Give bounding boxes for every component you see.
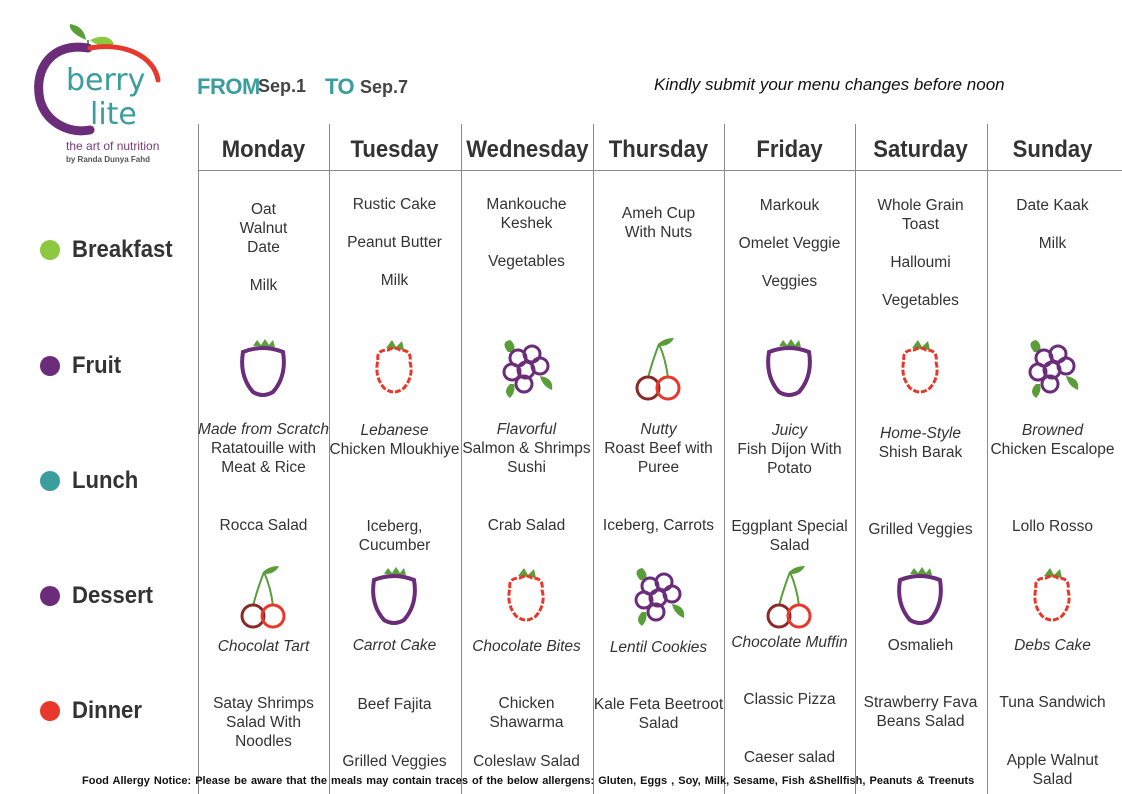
row-dot-dessert <box>40 586 60 606</box>
allergy-notice: Food Allergy Notice: Please be aware that the meals may contain traces of the below allergens: Gluten, Eggs , Soy, Milk, Sesame, Fish &Shellfish, Peanuts & Treenuts <box>82 775 975 787</box>
row-label-text: Fruit <box>72 352 122 379</box>
cell-line: Oat <box>251 201 276 218</box>
logo-tagline <box>66 140 159 166</box>
cell-line: Halloumi <box>890 254 951 271</box>
header-divider <box>198 170 1122 171</box>
row-label-dessert <box>40 582 160 610</box>
lunch-description: Juicy <box>771 422 808 439</box>
row-label-fruit <box>40 352 125 380</box>
row-dot-dinner <box>40 701 60 721</box>
day-header-saturday: Saturday <box>873 136 968 163</box>
cherries-icon <box>233 564 293 630</box>
lunch-description: Home-Style <box>880 425 961 442</box>
breakfast-cell <box>198 200 329 295</box>
cell-line: Toast <box>901 216 940 233</box>
row-label-text: Dessert <box>72 582 154 609</box>
lunch-main: Roast Beef with Puree <box>604 440 713 476</box>
grapes-icon <box>496 336 556 402</box>
dinner-cell: Satay Shrimps Salad With Noodles <box>213 695 314 750</box>
line-gap <box>329 252 460 271</box>
dinner-cell: Beef Fajita <box>357 696 432 713</box>
from-date: Sep.1 <box>258 76 307 96</box>
from-label: FROM <box>197 74 260 99</box>
cell-line: Milk <box>380 272 409 289</box>
dessert-cell: Debs Cake <box>1014 637 1091 654</box>
dinner-cell: Classic Pizza <box>743 691 836 708</box>
row-dot-breakfast <box>40 240 60 260</box>
cherries-icon <box>628 336 688 402</box>
lunch-side: Lollo Rosso <box>1012 518 1093 535</box>
cell-line: Keshek <box>500 215 553 232</box>
lunch-cell <box>198 420 329 477</box>
breakfast-cell <box>329 195 460 290</box>
dinner-side: Coleslaw Salad <box>473 753 580 770</box>
line-gap <box>724 253 855 272</box>
day-header-thursday: Thursday <box>608 136 709 163</box>
to-date: Sep.7 <box>360 77 409 97</box>
line-gap <box>198 257 329 276</box>
dessert-cell: Osmalieh <box>887 637 954 654</box>
dessert-cell: Carrot Cake <box>352 637 437 654</box>
to-label: TO <box>325 74 355 99</box>
dinner-side: Grilled Veggies <box>342 753 447 770</box>
cell-line: Whole Grain <box>877 197 964 214</box>
grapes-icon <box>628 564 688 630</box>
dessert-cell: Chocolate Bites <box>472 638 581 655</box>
line-gap <box>724 215 855 234</box>
lunch-description: Made from Scratch <box>198 421 329 438</box>
lunch-side: Iceberg, Carrots <box>602 517 715 534</box>
cell-line: Ameh Cup <box>621 205 696 222</box>
line-gap <box>855 272 986 291</box>
line-gap <box>461 233 592 252</box>
lunch-cell <box>855 424 986 462</box>
tagline-text: the art of nutrition <box>66 139 160 153</box>
breakfast-cell <box>461 195 592 271</box>
row-label-text: Breakfast <box>72 236 173 263</box>
dinner-cell: Tuna Sandwich <box>999 694 1106 711</box>
row-label-dinner <box>40 697 148 725</box>
dessert-cell: Chocolat Tart <box>217 638 310 655</box>
row-label-text: Dinner <box>72 697 142 724</box>
cell-line: Milk <box>1038 235 1067 252</box>
dinner-side: Apple Walnut Salad <box>1006 752 1099 788</box>
menu-change-note: Kindly submit your menu changes before noon <box>654 75 1005 94</box>
raspberry-icon <box>364 336 424 402</box>
lunch-main: Ratatouille with Meat & Rice <box>210 440 317 476</box>
row-label-text: Lunch <box>72 467 139 494</box>
line-gap <box>987 215 1118 234</box>
row-dot-lunch <box>40 471 60 491</box>
day-header-monday: Monday <box>221 136 306 163</box>
breakfast-cell <box>855 196 986 310</box>
cell-line: Mankouche <box>486 196 567 213</box>
raspberry-icon <box>496 564 556 630</box>
lunch-side: Iceberg, Cucumber <box>358 518 431 554</box>
lunch-main: Salmon & Shrimps Sushi <box>462 440 591 476</box>
cell-line: With Nuts <box>624 224 693 241</box>
row-dot-fruit <box>40 356 60 376</box>
row-label-lunch <box>40 467 144 495</box>
raspberry-icon <box>1022 564 1082 630</box>
dinner-side: Caeser salad <box>743 749 836 766</box>
dessert-cell: Chocolate Muffin <box>731 634 848 651</box>
cell-line: Rustic Cake <box>352 196 437 213</box>
line-gap <box>329 214 460 233</box>
cell-line: Walnut <box>239 220 288 237</box>
cell-line: Vegetables <box>488 253 565 270</box>
grapes-icon <box>1022 336 1082 402</box>
day-header-sunday: Sunday <box>1012 136 1093 163</box>
raspberry-icon <box>890 336 950 402</box>
cell-line: Markouk <box>759 197 820 214</box>
lunch-cell <box>329 421 460 459</box>
lunch-description: Nutty <box>640 421 677 438</box>
cell-line: Date Kaak <box>1016 197 1089 214</box>
lunch-main: Chicken Mloukhiye <box>329 441 460 458</box>
cell-line: Milk <box>249 277 278 294</box>
cherries-icon <box>759 564 819 630</box>
lunch-main: Shish Barak <box>878 444 963 461</box>
breakfast-cell <box>724 196 855 291</box>
cell-line: Vegetables <box>882 292 959 309</box>
fig-icon <box>233 336 293 402</box>
day-header-friday: Friday <box>756 136 823 163</box>
lunch-side: Eggplant Special Salad <box>731 518 848 554</box>
lunch-cell <box>724 421 855 478</box>
day-header-tuesday: Tuesday <box>350 136 439 163</box>
lunch-cell <box>461 420 592 477</box>
logo-word-lite: lite <box>90 97 137 132</box>
dinner-cell: Kale Feta Beetroot Salad <box>593 696 724 732</box>
fig-icon <box>364 564 424 630</box>
line-gap <box>855 234 986 253</box>
lunch-main: Fish Dijon With Potato <box>737 441 842 477</box>
row-label-breakfast <box>40 236 181 264</box>
lunch-main: Chicken Escalope <box>990 441 1115 458</box>
lunch-side: Crab Salad <box>487 517 566 534</box>
lunch-cell <box>987 421 1118 459</box>
dessert-cell: Lentil Cookies <box>609 639 708 656</box>
byline-text: by Randa Dunya Fahd <box>66 155 151 164</box>
lunch-description: Lebanese <box>360 422 429 439</box>
lunch-cell <box>593 420 724 477</box>
lunch-side: Rocca Salad <box>219 517 308 534</box>
lunch-description: Flavorful <box>496 421 557 438</box>
cell-line: Peanut Butter <box>347 234 442 251</box>
fig-icon <box>759 336 819 402</box>
lunch-description: Browned <box>1021 422 1084 439</box>
cell-line: Veggies <box>761 273 818 290</box>
cell-line: Date <box>247 239 280 256</box>
fig-icon <box>890 564 950 630</box>
dinner-cell: Chicken Shawarma <box>489 695 564 731</box>
logo-word-berry: berry <box>66 63 146 98</box>
lunch-side: Grilled Veggies <box>868 521 973 538</box>
day-header-wednesday: Wednesday <box>466 136 589 163</box>
cell-line: Omelet Veggie <box>738 235 841 252</box>
dinner-cell: Strawberry Fava Beans Salad <box>863 694 978 730</box>
breakfast-cell <box>987 196 1118 253</box>
breakfast-cell <box>593 204 724 242</box>
